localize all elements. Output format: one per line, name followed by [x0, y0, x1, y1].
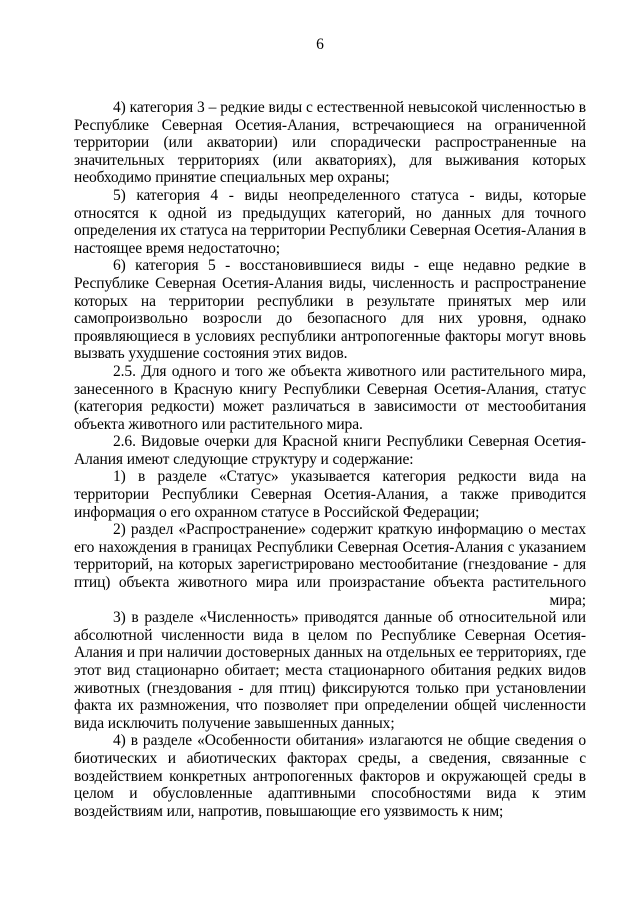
document-body	[74, 99, 586, 820]
paragraph-section-habitat: 4) в разделе «Особенности обитания» излагаются не общие сведения о биотических и абиотических факторах среды, а сведения, связанные с воздействием конкретных антропогенных факторов и окружающей среды в целом и обусловленные адаптивными способностями вида к этим воздействиям или, напротив, повышающие его уязвимость к ним;	[74, 732, 586, 820]
paragraph-category-4: 5) категория 4 - виды неопределенного статуса - виды, которые относятся к одной из предыдущих категорий, но данных для точного определения их статуса на территории Республики Северная Осетия-Алания в настоящее время недостаточно;	[74, 186, 586, 257]
paragraph-category-3: 4) категория 3 – редкие виды с естественной невысокой численностью в Республике Северная Осетия-Алания, встречающиеся на ограниченной территории (или акватории) или спорадически распространенные на значительных территориях (или акваториях), для выживания которых необходимо принятие специальных мер охраны;	[74, 99, 586, 187]
paragraph-2-5: 2.5. Для одного и того же объекта животного или растительного мира, занесенного в Красную книгу Республики Северная Осетия-Алания, статус (категория редкости) может различаться в зависимости от местообитания объекта животного или растительного мира.	[74, 362, 586, 433]
paragraph-section-abundance: 3) в разделе «Численность» приводятся данные об относительной или абсолютной численности вида в целом по Республике Северная Осетия-Алания и при наличии достоверных данных на отдельных ее территориях, где этот вид стационарно обитает; места стационарного обитания редких видов животных (гнездования - для птиц) фиксируются только при установлении факта их размножения, что позволяет при определении общей численности вида исключить получение завышенных данных;	[74, 609, 586, 732]
paragraph-category-5: 6) категория 5 - восстановившиеся виды - еще недавно редкие в Республике Северная Осетия-Алания виды, численность и распространение которых на территории республики в результате принятых мер или самопроизвольно возросли до безопасного для них уровня, однако проявляющиеся в условиях республики антропогенные факторы могут вновь вызвать ухудшение состояния этих видов.	[74, 257, 586, 363]
paragraph-section-status: 1) в разделе «Статус» указывается категория редкости вида на территории Республики Северная Осетия-Алания, а также приводится информация о его охранном статусе в Российской Федерации;	[74, 468, 586, 521]
page-number: 6	[316, 36, 324, 53]
paragraph-section-distribution: 2) раздел «Распространение» содержит краткую информацию о местах его нахождения в границах Республики Северная Осетия-Алания с указанием территорий, на которых зарегистрировано местообитание (гнездование - для птиц) объекта животного мира или произрастание объекта растительного мира;	[74, 521, 586, 609]
paragraph-2-6: 2.6. Видовые очерки для Красной книги Республики Северная Осетия-Алания имеют следующие структуру и содержание:	[74, 433, 586, 468]
